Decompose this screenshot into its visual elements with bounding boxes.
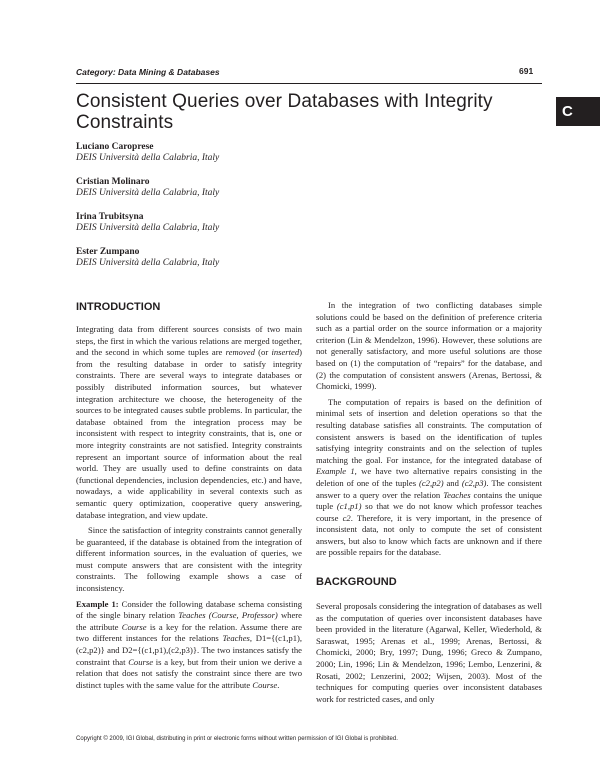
text-run: . [277, 679, 280, 690]
text-run: contains the unique tuple [316, 489, 542, 512]
text-run: Consider the following database schema consisting of the single binary relation [76, 598, 302, 621]
category-label: Category: Data Mining & Databases [76, 67, 220, 77]
right-paragraph-2 [316, 397, 542, 559]
text-run: is a key for the relation. Assume there are two different instances for the relations [76, 621, 302, 644]
example-label: Example 1: [76, 598, 119, 609]
text-run-italic: Teaches [443, 489, 471, 500]
text-run-italic: c2 [342, 512, 351, 523]
intro-paragraph-1 [76, 324, 302, 521]
section-tab: C [556, 97, 600, 126]
text-run-italic: Teaches (Course, Professor) [178, 610, 278, 621]
introduction-body [76, 324, 302, 695]
text-run-italic: Course [128, 656, 154, 667]
author-affiliation: DEIS Università della Calabria, Italy [76, 223, 220, 233]
author-name: Cristian Molinaro [76, 177, 150, 187]
text-run: . Therefore, it is very important, in the presence of inconsistent data, not only to compute the set of consistent answers, but also to know which facts are unknown and if there are possible repairs for the database. [316, 512, 543, 558]
author-list [76, 141, 376, 281]
header-rule [76, 83, 542, 84]
background-paragraph-1: Several proposals considering the integration of databases as well as the computation of queries over inconsistent databases have been provided in the literature (Agarwal, Keller, Wiederhold, & Saraswat, 1995; Arenas et al., 1999; Arenas, Bertossi, & Chomicki, 2000; Bry, 1997; Dung, 1996; Greco & Zumpano, 2000; Lin, 1996; Lin & Mendelzon, 1996; Lembo, Lenzerini, & Rosati, 2002; Lenzerini, 2002; Wijsen, 2003). Most of the techniques for computing queries over inconsistent databases work for restricted cases, and only [316, 601, 542, 704]
text-run-italic: (c1,p1) [336, 501, 362, 512]
author-affiliation: DEIS Università della Calabria, Italy [76, 188, 220, 198]
author-affiliation: DEIS Università della Calabria, Italy [76, 258, 220, 268]
right-paragraph-1: In the integration of two conflicting databases simple solutions could be based on the definition of preference criteria such as a partial order on the source information or a majority criterion (Lin & Mendelzon, 1996). However, these solutions are not generally satisfactory, and more useful solutions are those based on (1) the computation of “repairs” for the database, and (2) the computation of consistent answers (Arenas, Bertossi, & Chomicki, 1999). [316, 300, 542, 392]
example-paragraph [76, 599, 302, 692]
text-run: (or [254, 347, 272, 358]
text-run-italic: Course [121, 621, 147, 632]
text-run-italic: removed [225, 347, 255, 358]
text-run: and [443, 477, 462, 488]
background-body [316, 601, 542, 705]
intro-paragraph-2: Since the satisfaction of integrity constraints cannot generally be guaranteed, if the database is obtained from the integration of different information sources, in the evaluation of queries, we must compute answers that are consistent with the integrity constraints. The following example shows a case of inconsistency. [76, 525, 302, 594]
text-run-italic: Example 1 [316, 466, 355, 477]
author-name: Luciano Caroprese [76, 142, 154, 152]
author-block [76, 211, 376, 246]
text-run-italic: Course [252, 679, 278, 690]
copyright-footer: Copyright © 2009, IGI Global, distributing in print or electronic forms without written permission of IGI Global is prohibited. [76, 736, 398, 742]
text-run-italic: inserted [271, 347, 300, 358]
text-run: The computation of repairs is based on the definition of minimal sets of insertion and deletion operations so that the resulting database satisfies all constraints. The computation of consistent answers is based on the identification of tuples satisfying integrity constraints and on the selection of tuples matching the goal. For instance, for the integrated database of [316, 396, 542, 465]
author-block [76, 141, 376, 176]
background-heading: BACKGROUND [316, 576, 397, 588]
text-run: is a key, but from their union we derive a relation that does not satisfy the constraint since there are two distinct tuples with the same value for the attribute [76, 656, 302, 690]
text-run-italic: Teaches [222, 633, 250, 644]
author-block [76, 176, 376, 211]
text-run: Integrating data from different sources consists of two main steps, the first in which the various relations are merged together, and the second in which some tuples are [76, 324, 302, 358]
introduction-heading: INTRODUCTION [76, 301, 161, 313]
text-run: so that we do not know which professor teaches course [316, 501, 542, 523]
text-run-italic: (c2,p2) [418, 477, 444, 488]
text-run-italic: (c2,p3) [461, 477, 487, 488]
author-affiliation: DEIS Università della Calabria, Italy [76, 153, 220, 163]
text-run: , D1={(c1,p1),(c2,p2)} and D2={(c1,p1),(c2,p3)}. The two instances satisfy the constraint that [76, 633, 303, 667]
text-run: where the attribute [76, 610, 302, 632]
page-number: 691 [519, 66, 534, 76]
author-block [76, 246, 376, 281]
text-run: . The consistent answer to a query over the relation [316, 477, 542, 500]
text-run: ) from the resulting database in order to satisfy integrity constraints. There are several ways to integrate databases or possibly distributed information sources, but whatever integration architecture we choose, the heterogeneity of the sources to be integrated causes subtle problems. In particular, the database obtained from the integration process may be inconsistent with respect to integrity constraints, that is, one or more integrity constraints are not satisfied. Integrity constraints represent an important source of information about the real world. They are usually used to define constraints on data (functional dependencies, inclusion dependencies, etc.) and have, nowadays, a wide applicability in several contexts such as semantic query optimization, cooperative query answering, database integration, and view update. [76, 347, 302, 520]
right-column-body [316, 300, 542, 563]
text-run: , we have two alternative repairs consisting in the deletion of one of the tuples [316, 466, 543, 488]
author-name: Irina Trubitsyna [76, 212, 144, 222]
author-name: Ester Zumpano [76, 247, 140, 257]
paper-title: Consistent Queries over Databases with Integrity Constraints [76, 91, 493, 133]
